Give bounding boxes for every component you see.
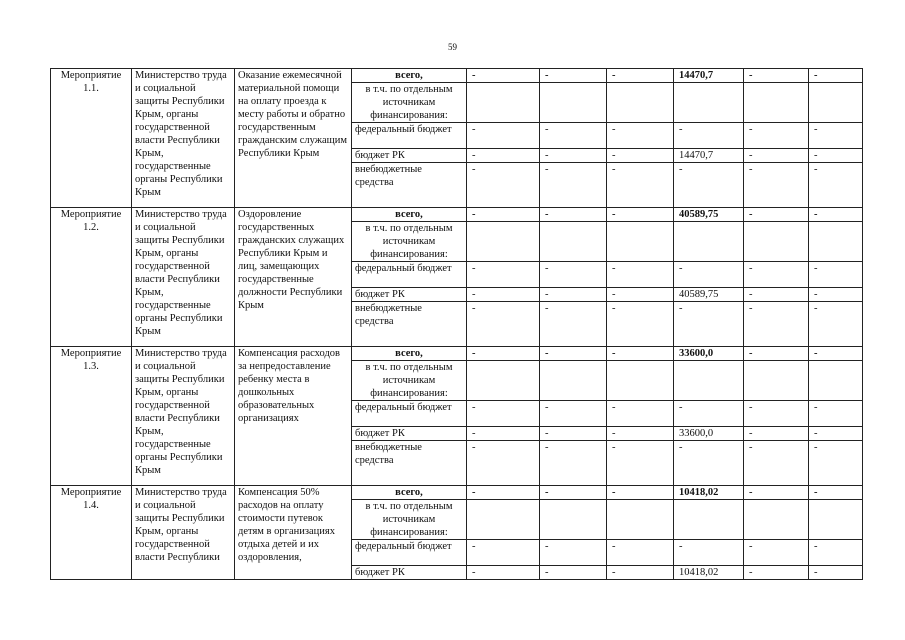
event-executor: Министерство труда и социальной защиты Республики Крым, органы государственной власти Республики Крым, государственные органы Республики Крым <box>132 347 235 486</box>
total-amount: 10418,02 <box>674 486 744 500</box>
table-row <box>51 486 863 500</box>
dash-cell: - <box>744 347 809 361</box>
funding-source-federal: федеральный бюджет <box>352 540 467 566</box>
dash-cell: - <box>607 347 674 361</box>
dash-cell: - <box>540 288 607 302</box>
dash-cell: - <box>809 208 863 222</box>
event-executor: Министерство труда и социальной защиты Республики Крым, органы государственной власти Республики Крым, государственные органы Республики Крым <box>132 208 235 347</box>
funding-source-including: в т.ч. по отдельным источникам финансирования: <box>352 222 467 262</box>
event-executor: Министерство труда и социальной защиты Республики Крым, органы государственной власти Республики Крым, государственные органы Республики Крым <box>132 69 235 208</box>
dash-cell: - <box>744 486 809 500</box>
table-row <box>51 208 863 222</box>
dash-cell: - <box>467 208 540 222</box>
empty-cell <box>607 500 674 540</box>
dash-cell: - <box>809 69 863 83</box>
regional-amount: 10418,02 <box>674 566 744 580</box>
regional-amount: 14470,7 <box>674 149 744 163</box>
event-name: Мероприятие 1.4. <box>51 486 132 580</box>
empty-cell <box>744 83 809 123</box>
dash-cell: - <box>540 149 607 163</box>
event-description: Компенсация 50% расходов на оплату стоимости путевок детям в организациях отдыха детей и их оздоровления, <box>235 486 352 580</box>
dash-cell: - <box>674 302 744 347</box>
dash-cell: - <box>809 163 863 208</box>
dash-cell: - <box>540 566 607 580</box>
dash-cell: - <box>467 427 540 441</box>
empty-cell <box>540 361 607 401</box>
dash-cell: - <box>744 262 809 288</box>
funding-source-extra: внебюджетные средства <box>352 302 467 347</box>
funding-source-including: в т.ч. по отдельным источникам финансирования: <box>352 83 467 123</box>
funding-source-regional: бюджет РК <box>352 149 467 163</box>
dash-cell: - <box>809 401 863 427</box>
empty-cell <box>540 222 607 262</box>
dash-cell: - <box>467 149 540 163</box>
empty-cell <box>607 222 674 262</box>
dash-cell: - <box>744 302 809 347</box>
funding-source-extra: внебюджетные средства <box>352 163 467 208</box>
dash-cell: - <box>744 163 809 208</box>
dash-cell: - <box>467 540 540 566</box>
event-executor: Министерство труда и социальной защиты Республики Крым, органы государственной власти Республики <box>132 486 235 580</box>
table-row <box>51 347 863 361</box>
dash-cell: - <box>744 149 809 163</box>
event-description: Оказание ежемесячной материальной помощи на оплату проезда к месту работы и обратно государственным гражданским служащим Республики Крым <box>235 69 352 208</box>
dash-cell: - <box>467 288 540 302</box>
dash-cell: - <box>744 208 809 222</box>
funding-source-total: всего, <box>352 208 467 222</box>
dash-cell: - <box>809 427 863 441</box>
funding-source-including: в т.ч. по отдельным источникам финансирования: <box>352 500 467 540</box>
empty-cell <box>607 83 674 123</box>
event-description: Компенсация расходов за непредоставление ребенку места в дошкольных образовательных организациях <box>235 347 352 486</box>
event-name: Мероприятие 1.1. <box>51 69 132 208</box>
dash-cell: - <box>809 347 863 361</box>
dash-cell: - <box>467 262 540 288</box>
dash-cell: - <box>607 163 674 208</box>
empty-cell <box>540 83 607 123</box>
dash-cell: - <box>809 149 863 163</box>
empty-cell <box>809 83 863 123</box>
funding-source-including: в т.ч. по отдельным источникам финансирования: <box>352 361 467 401</box>
dash-cell: - <box>809 302 863 347</box>
dash-cell: - <box>607 149 674 163</box>
event-name: Мероприятие 1.2. <box>51 208 132 347</box>
dash-cell: - <box>674 262 744 288</box>
empty-cell <box>744 361 809 401</box>
funding-source-federal: федеральный бюджет <box>352 262 467 288</box>
dash-cell: - <box>744 566 809 580</box>
dash-cell: - <box>467 163 540 208</box>
dash-cell: - <box>540 123 607 149</box>
dash-cell: - <box>744 540 809 566</box>
dash-cell: - <box>467 401 540 427</box>
funding-source-federal: федеральный бюджет <box>352 123 467 149</box>
dash-cell: - <box>809 486 863 500</box>
total-amount: 33600,0 <box>674 347 744 361</box>
dash-cell: - <box>809 540 863 566</box>
dash-cell: - <box>467 486 540 500</box>
funding-source-total: всего, <box>352 347 467 361</box>
dash-cell: - <box>744 69 809 83</box>
dash-cell: - <box>809 566 863 580</box>
dash-cell: - <box>607 401 674 427</box>
empty-cell <box>674 83 744 123</box>
empty-cell <box>744 500 809 540</box>
dash-cell: - <box>674 163 744 208</box>
regional-amount: 33600,0 <box>674 427 744 441</box>
funding-source-federal: федеральный бюджет <box>352 401 467 427</box>
dash-cell: - <box>744 427 809 441</box>
dash-cell: - <box>540 441 607 486</box>
dash-cell: - <box>467 566 540 580</box>
funding-source-regional: бюджет РК <box>352 566 467 580</box>
dash-cell: - <box>607 441 674 486</box>
dash-cell: - <box>607 540 674 566</box>
dash-cell: - <box>540 347 607 361</box>
empty-cell <box>467 361 540 401</box>
empty-cell <box>674 222 744 262</box>
dash-cell: - <box>607 427 674 441</box>
empty-cell <box>607 361 674 401</box>
dash-cell: - <box>674 123 744 149</box>
page-number: 59 <box>448 42 457 52</box>
event-name: Мероприятие 1.3. <box>51 347 132 486</box>
funding-source-regional: бюджет РК <box>352 288 467 302</box>
dash-cell: - <box>467 123 540 149</box>
dash-cell: - <box>467 69 540 83</box>
dash-cell: - <box>607 288 674 302</box>
table-body <box>51 69 863 580</box>
funding-source-total: всего, <box>352 69 467 83</box>
dash-cell: - <box>540 401 607 427</box>
dash-cell: - <box>674 401 744 427</box>
dash-cell: - <box>540 540 607 566</box>
dash-cell: - <box>540 163 607 208</box>
empty-cell <box>467 500 540 540</box>
empty-cell <box>674 500 744 540</box>
total-amount: 14470,7 <box>674 69 744 83</box>
funding-source-total: всего, <box>352 486 467 500</box>
dash-cell: - <box>540 427 607 441</box>
dash-cell: - <box>607 262 674 288</box>
empty-cell <box>809 361 863 401</box>
funding-source-regional: бюджет РК <box>352 427 467 441</box>
dash-cell: - <box>607 566 674 580</box>
dash-cell: - <box>540 302 607 347</box>
dash-cell: - <box>744 123 809 149</box>
dash-cell: - <box>809 123 863 149</box>
dash-cell: - <box>540 262 607 288</box>
dash-cell: - <box>467 302 540 347</box>
total-amount: 40589,75 <box>674 208 744 222</box>
empty-cell <box>809 222 863 262</box>
empty-cell <box>809 500 863 540</box>
dash-cell: - <box>744 288 809 302</box>
dash-cell: - <box>540 486 607 500</box>
dash-cell: - <box>809 288 863 302</box>
dash-cell: - <box>607 302 674 347</box>
dash-cell: - <box>744 441 809 486</box>
dash-cell: - <box>674 540 744 566</box>
dash-cell: - <box>607 208 674 222</box>
dash-cell: - <box>540 69 607 83</box>
dash-cell: - <box>607 69 674 83</box>
dash-cell: - <box>467 347 540 361</box>
dash-cell: - <box>540 208 607 222</box>
empty-cell <box>540 500 607 540</box>
dash-cell: - <box>674 441 744 486</box>
dash-cell: - <box>607 486 674 500</box>
regional-amount: 40589,75 <box>674 288 744 302</box>
funding-source-extra: внебюджетные средства <box>352 441 467 486</box>
dash-cell: - <box>744 401 809 427</box>
table-row <box>51 69 863 83</box>
dash-cell: - <box>809 262 863 288</box>
empty-cell <box>674 361 744 401</box>
funding-table <box>50 68 863 580</box>
dash-cell: - <box>467 441 540 486</box>
empty-cell <box>467 83 540 123</box>
empty-cell <box>744 222 809 262</box>
dash-cell: - <box>809 441 863 486</box>
event-description: Оздоровление государственных гражданских служащих Республики Крым и лиц, замещающих государственные должности Республики Крым <box>235 208 352 347</box>
dash-cell: - <box>607 123 674 149</box>
empty-cell <box>467 222 540 262</box>
